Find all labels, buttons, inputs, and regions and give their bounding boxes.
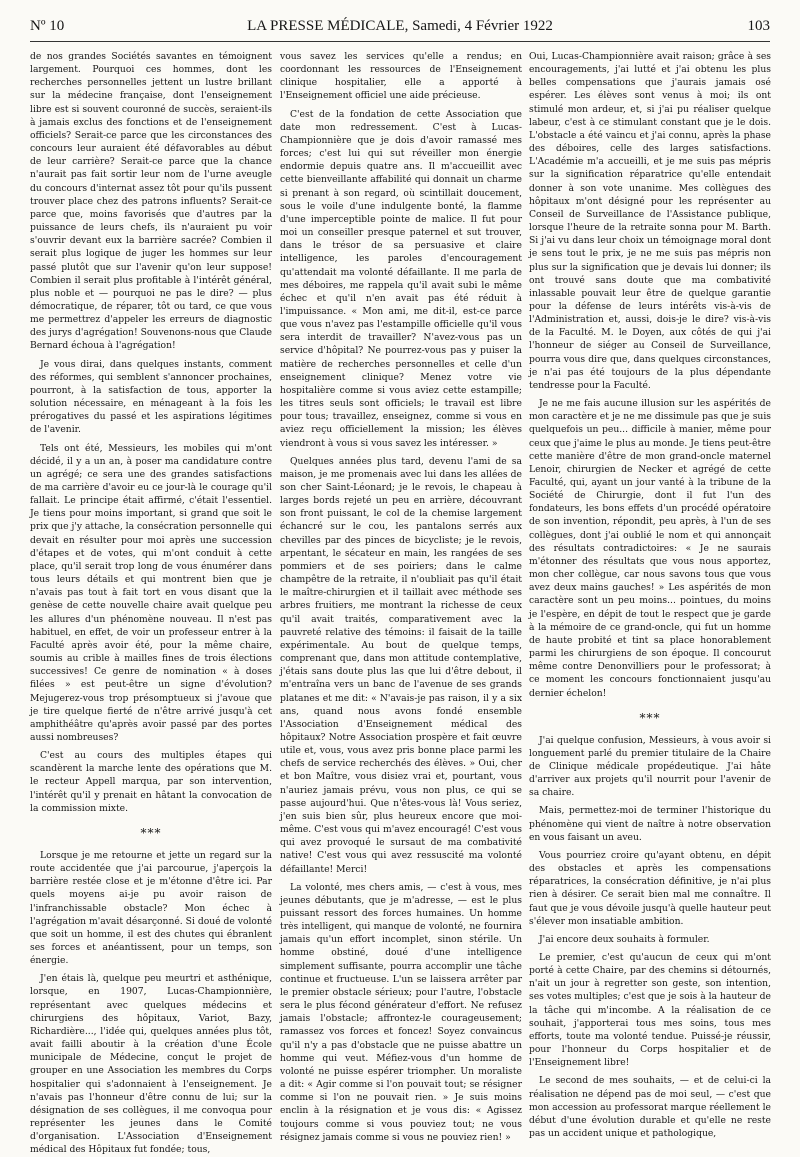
paragraph: Oui, Lucas-Championnière avait raison; grâce à ses encouragements, j'ai lutté et j'ai obtenu les plus belles compensations que j'aurais jamais osé espérer. Les élèves sont venus à moi; ils ont stimulé mon ardeur, et, si j'ai pu réaliser quelque labeur, c'est à ce stimulant constant que je le dois. L'obstacle a été vaincu et j'ai connu, après la phase des déboires, celle des larges satisfactions. L'Académie m'a accueilli, et je me suis pas mépris sur la signification réparatrice qu'elle entendait donner à son vote unanime. Mes collègues des hôpitaux m'ont désigné pour les représenter au Conseil de Surveillance de l'Assistance publique, lorsque l'heure de la retraite sonna pour M. Barth. Si j'ai vu dans leur choix un témoignage moral dont je sens tout le prix, je ne me suis pas mépris non plus sur la signification que je devais lui donner; ils ont trouvé sans doute que ma combativité inlassable pouvait leur être de quelque garantie pour la défense de leurs intérêts vis-à-vis de l'Administration et, aussi, dois-je le dire? vis-à-vis de la Faculté. M. le Doyen, aux côtés de qui j'ai l'honneur de siéger au Conseil de Surveillance, pourra vous dire que, dans quelques circonstances, je n'ai pas été toujours de la plus dépendante tendresse pour la Faculté. xyxy=(529,51,771,391)
paragraph: de nos grandes Sociétés savantes en témoignent largement. Pourquoi ces hommes, dont les recherches personnelles jettent un lustre brillant sur la médecine française, dont l'enseignement libre est si souvent couronné de succès, seraient-ils à jamais exclus des fonctions et de l'enseignement officiels? Serait-ce parce que les circonstances des concours leur auraient été défavorables au début de leur carrière? Serait-ce parce que la chance n'aurait pas fait sortir leur nom de l'urne aveugle du concours d'internat assez tôt pour qu'ils pussent trouver place chez des patrons influents? Serait-ce parce que, moins favorisés que d'autres par la puissance de leurs chefs, ils n'auraient pu voir s'ouvrir devant eux la barrière sacrée? Combien il serait plus logique de juger les hommes sur leur passé plutôt que sur l'avenir qu'on leur suppose! Combien il serait plus profitable à l'intérêt général, plus noble et — pourquoi ne pas le dire? — plus démocratique, de réparer, tôt ou tard, ce que vous me permettrez d'appeler les erreurs de diagnostic des jurys d'agrégation! Souvenons-nous que Claude Bernard échoua à l'agrégation! xyxy=(30,51,272,352)
running-header xyxy=(30,16,770,38)
paragraph: J'ai quelque confusion, Messieurs, à vous avoir si longuement parlé du premier titulaire de la Chaire de Clinique médicale propédeutique. J'ai hâte d'arriver aux projets qu'il nourrit pour l'avenir de sa chaire. xyxy=(529,734,771,799)
paragraph: Vous pourriez croire qu'ayant obtenu, en dépit des obstacles et après les compensations réparatrices, la consécration définitive, je n'ai plus rien à désirer. Ce serait bien mal me connaître. Il faut que je vous dévoile jusqu'à quelle hauteur peut s'élever mon insatiable ambition. xyxy=(529,849,771,927)
paragraph: Je vous dirai, dans quelques instants, comment des réformes, qui semblent s'annoncer prochaines, pourront, à la satisfaction de tous, apporter la solution nécessaire, en ménageant à la fois les prérogatives du passé et les aspirations légitimes de l'avenir. xyxy=(30,358,272,436)
paragraph: C'est de la fondation de cette Association que date mon redressement. C'est à Lucas-Championnière que je dois d'avoir ramassé mes forces; c'est lui qui sut réveiller mon énergie endormie depuis quatre ans. Il m'accueillit avec cette bienveillante affabilité qui donnait un charme si prenant à son regard, où scintillait doucement, sous le voile d'une indulgente bonté, la flamme d'une imperceptible pointe de malice. Il fut pour moi un conseiller presque paternel et sut trouver, dans le trésor de sa persuasive et claire intelligence, les paroles d'encouragement qu'attendait ma volonté défaillante. Il me parla de mes déboires, me rappela qu'il avait subi le même échec et qu'il n'en avait pas été réduit à l'impuissance. « Mon ami, me dit-il, est-ce parce que vous n'avez pas l'estampille officielle qu'il vous sera interdit de travailler? N'avez-vous pas un service d'hôpital? Ne pourrez-vous pas y puiser la matière de recherches personnelles et celle d'un enseignement clinique? Menez votre vie hospitalière comme si vous aviez cette estampille; les titres seuls sont officiels; le travail est libre pour tous; travaillez, enseignez, comme si vous en aviez reçu officiellement la mission; les élèves viendront à vous si vous savez les intéresser. » xyxy=(280,108,522,449)
issue-number: Nº 10 xyxy=(30,18,65,34)
column-2 xyxy=(280,50,522,1143)
section-separator: *** xyxy=(639,710,661,725)
paragraph: Mais, permettez-moi de terminer l'historique du phénomène qui vient de naître à notre observation en vous faisant un aveu. xyxy=(529,805,771,843)
paragraph: Lorsque je me retourne et jette un regard sur la route accidentée que j'ai parcourue, j'aperçois la barrière restée close et je m'étonne d'être ici. Par quels moyens ai-je pu avoir raison de l'infranchissable obstacle? Mon échec à l'agrégation m'avait désarçonné. Si doué de volonté que soit un homme, il est des chutes qui ébranlent ses forces et anéantissent, pour un temps, son énergie. xyxy=(30,849,272,967)
paragraph: J'en étais là, quelque peu meurtri et asthénique, lorsque, en 1907, Lucas-Championnière, représentant avec quelques médecins et chirurgiens des hôpitaux, Variot, Bazy, Richardière..., l'idée qui, quelques années plus tôt, avait failli aboutir à la création d'une École municipale de Médecine, conçut le projet de grouper en une Association les membres du Corps hospitalier qui s'adonnaient à l'enseignement. Je n'avais pas l'honneur d'être connu de lui; sur la désignation de ses collègues, il me convoqua pour représenter les jeunes dans le Comité d'organisation. L'Association d'Enseignement médical des Hôpitaux fut fondée; tous, xyxy=(30,973,272,1156)
column-1 xyxy=(30,50,272,1156)
page-number: 103 xyxy=(747,18,770,34)
paragraph: Tels ont été, Messieurs, les mobiles qui m'ont décidé, il y a un an, à poser ma candidature contre un agrégé; ce sera une des grandes satisfactions de ma carrière d'avoir eu ce jour-là le courage qu'il fallait. Le principe était affirmé, c'était l'essentiel. Je tiens pour moins important, si grand que soit le prix que j'y attache, la consécration personnelle qui devait en résulter pour moi après une succession d'étapes et de votes, qui m'ont conduit à cette place, qu'il serait trop long de vous énumérer dans tous leurs détails et qui montrent bien que je n'avais pas tout à fait tort en vous disant que la genèse de cette nouvelle chaire avait quelque peu les allures d'un phénomène nouveau. Il n'est pas habituel, en effet, de voir un professeur entrer à la Faculté après avoir été, pour la même chaire, soumis au crible à mailles fines de trois élections successives! Ce genre de nomination « à doses filées » est peut-être un signe d'évolution? Mejugerez-vous trop présomptueux si j'avoue que je tire quelque fierté de n'être arrivé jusqu'à cet amphithéâtre qu'après avoir passé par des portes aussi nombreuses? xyxy=(30,442,272,743)
paragraph: La volonté, mes chers amis, — c'est à vous, mes jeunes débutants, que je m'adresse, — est le plus puissant ressort des forces humaines. Un homme très intelligent, qui manque de volonté, ne fournira jamais qu'un effort incomplet, sinon stérile. Un homme obstiné, doué d'une intelligence simplement suffisante, pourra accomplir une tâche continue et fructueuse. L'un se laissera arrêter par le premier obstacle sérieux; pour l'autre, l'obstacle sera le plus fécond générateur d'effort. Ne refusez jamais l'obstacle; affrontez-le courageusement; ramassez vos forces et foncez! Soyez convaincus qu'il n'y a pas d'obstacle que ne puisse abattre un homme qui veut. Méfiez-vous d'un homme de volonté ne puisse espérer triompher. Un moraliste a dit: « Agir comme si l'on pouvait tout; se résigner comme si l'on ne pouvait rien. » Je suis moins enclin à la résignation et je vous dis: « Agissez toujours comme si vous pouviez tout; ne vous résignez jamais comme si vous ne pouviez rien! » xyxy=(280,881,522,1143)
paragraph: Le premier, c'est qu'aucun de ceux qui m'ont porté à cette Chaire, par des chemins si détournés, n'ait un jour à regretter son geste, son intention, ses votes multiples; c'est que je sois à la hauteur de la tâche qui m'incombe. A la réalisation de ce souhait, j'apporterai tous mes soins, tous mes efforts, toute ma volonté tendue. Puissé-je réussir, pour l'honneur du Corps hospitalier et de l'Enseignement libre! xyxy=(529,952,771,1069)
section-separator: *** xyxy=(140,825,162,840)
journal-title: LA PRESSE MÉDICALE, Samedi, 4 Février 1922 xyxy=(247,18,553,34)
paragraph: C'est au cours des multiples étapes qui scandèrent la marche lente des opérations que M. le recteur Appell marqua, par son intervention, l'intérêt qu'il y prenait en hâtant la convocation de la commission mixte. xyxy=(30,750,272,814)
paragraph: Quelques années plus tard, devenu l'ami de sa maison, je me promenais avec lui dans les allées de son cher Saint-Léonard; je le revois, le chapeau à larges bords rejeté un peu en arrière, découvrant son front puissant, le col de la chemise largement échancré sur le cou, les pantalons serrés aux chevilles par des pinces de bicycliste; je le revois, arpentant, le sécateur en main, les rangées de ses pommiers et de ses poiriers; dans le calme champêtre de la retraite, il n'oubliait pas qu'il était le maître-chirurgien et il taillait avec méthode ses arbres fruitiers, me montrant la richesse de ceux qu'il avait traités, comparativement avec la pauvreté relative des témoins: il faisait de la taille expérimentale. Au bout de quelque temps, comprenant que, dans mon attitude contemplative, j'étais sans doute plus las que lui d'être debout, il m'entraîna vers un banc de l'avenue de ses grands platanes et me dit: « N'avais-je pas raison, il y a six ans, quand nous avons fondé ensemble l'Association d'Enseignement médical des hôpitaux? Notre Association prospère et fait œuvre utile et, vous, vous avez pris bonne place parmi les chefs de service recherchés des élèves. » Oui, cher et bon Maître, vous disiez vrai et, pourtant, vous n'auriez jamais prévu, vous non plus, ce qui se passe aujourd'hui. Que n'êtes-vous là! Vous seriez, j'en suis bien sûr, plus heureux encore que moi-même. C'est vous qui m'avez encouragé! C'est vous qui avez provoqué le sursaut de ma combativité native! C'est vous qui avez ressuscité ma volonté défaillante! Merci! xyxy=(280,455,522,875)
paragraph: Le second de mes souhaits, — et de celui-ci la réalisation ne dépend pas de moi seul, — c'est que mon accession au professorat marque réellement le début d'une évolution durable et qu'elle ne reste pas un accident unique et pathologique, xyxy=(529,1075,771,1140)
paragraph: vous savez les services qu'elle a rendus; en coordonnant les ressources de l'Enseignement clinique hospitalier, elle a apporté à l'Enseignement officiel une aide précieuse. xyxy=(280,51,522,102)
paragraph: J'ai encore deux souhaits à formuler. xyxy=(539,933,710,945)
header-rule xyxy=(30,41,770,42)
column-3 xyxy=(529,50,771,1140)
paragraph: Je ne me fais aucune illusion sur les aspérités de mon caractère et je ne me dissimule pas que je suis quelquefois un peu... difficile à manier, même pour ceux que j'aime le plus au monde. Je tiens peut-être cette manière d'être de mon grand-oncle maternel Lenoir, chirurgien de Necker et agrégé de cette Faculté, qui, ayant un jour vanté à la tribune de la Société de Chirurgie, dont il fut l'un des fondateurs, les bons effets d'un procédé opératoire de son invention, répondit, peu après, à l'un de ses collègues, dont j'ai oublié le nom et qui annonçait des résultats contradictoires: « Je ne saurais m'étonner des résultats que vous nous apportez, mon cher collègue, car nous savons tous que vous avez deux mains gauches! » Les aspérités de mon caractère sont un peu moins... pointues, du moins je l'espère, en dépit de tout le respect que je garde à la mémoire de ce grand-oncle, qui fut un homme de haute probité et tint sa place honorablement parmi les chirurgiens de son époque. Il concourut même contre Denonvilliers pour le professorat; à ce moment les concours fonctionnaient jusqu'au dernier échelon! xyxy=(529,398,771,699)
